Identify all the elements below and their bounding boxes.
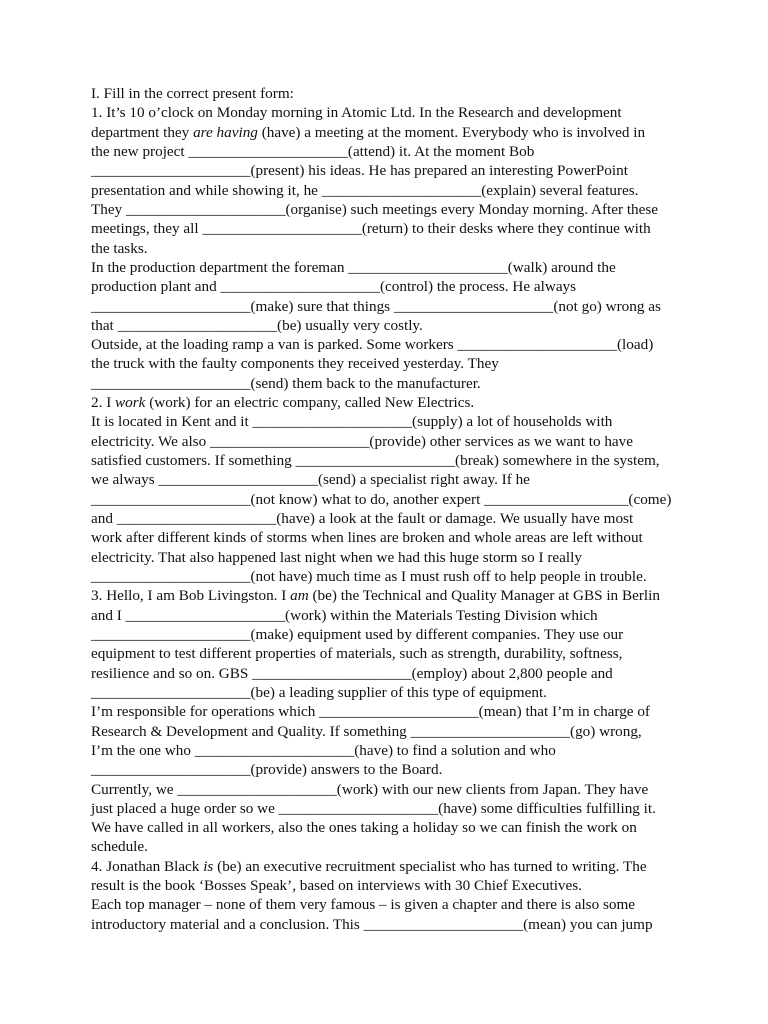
- text-segment: (be) the Technical and Quality Manager at GBS in Berlin: [308, 587, 660, 605]
- text-line: [91, 837, 148, 856]
- text-segment: introductory material and a conclusion. This _____________________(mean) you can jump: [91, 915, 653, 933]
- text-segment: Each top manager – none of them very famous – is given a chapter and there is also some: [91, 896, 636, 914]
- text-line: [91, 123, 645, 142]
- text-line: [91, 219, 651, 238]
- text-line: [91, 818, 637, 837]
- text-segment: resilience and so on. GBS _____________________(employ) about 2,800 people and: [91, 664, 613, 682]
- text-line: [91, 470, 530, 489]
- text-segment: 1. It’s 10 o’clock on Monday morning in Atomic Ltd. In the Research and development: [91, 104, 622, 122]
- text-line: [91, 780, 648, 799]
- text-line: [91, 644, 622, 663]
- text-segment: production plant and _____________________(control) the process. He always: [91, 278, 577, 296]
- text-line: [91, 857, 647, 876]
- text-line: [91, 528, 643, 547]
- text-segment: presentation and while showing it, he _____________________(explain) several features.: [91, 181, 639, 199]
- text-line: [91, 586, 660, 605]
- text-line: [91, 393, 474, 412]
- example-answer: are having: [193, 123, 258, 141]
- text-line: [91, 876, 582, 895]
- text-segment: _____________________(make) sure that things _____________________(not go) wrong as: [91, 297, 661, 315]
- text-line: [91, 567, 647, 586]
- text-segment: I. Fill in the correct present form:: [91, 85, 294, 102]
- text-line: [91, 412, 612, 431]
- text-segment: electricity. We also _____________________(provide) other services as we want to have: [91, 432, 634, 450]
- text-segment: we always _____________________(send) a specialist right away. If he: [91, 471, 530, 489]
- text-line: [91, 277, 576, 296]
- text-line: [91, 490, 671, 509]
- text-line: [91, 432, 633, 451]
- text-segment: 4. Jonathan Black: [91, 857, 204, 875]
- text-segment: (work) for an electric company, called New Electrics.: [145, 394, 475, 412]
- text-segment: _____________________(not have) much time as I must rush off to help people in trouble.: [91, 568, 647, 585]
- text-segment: the tasks.: [91, 239, 148, 257]
- text-line: [91, 142, 534, 161]
- text-line: [91, 799, 656, 818]
- text-line: [91, 354, 499, 373]
- text-line: [91, 625, 623, 644]
- text-line: [91, 509, 633, 528]
- text-segment: I’m responsible for operations which _____________________(mean) that I’m in charge of: [91, 703, 650, 721]
- text-line: [91, 297, 661, 316]
- text-segment: that _____________________(be) usually very costly.: [91, 316, 423, 334]
- text-segment: In the production department the foreman _____________________(walk) around the: [91, 258, 616, 276]
- text-line: [91, 161, 628, 180]
- text-segment: work after different kinds of storms when lines are broken and whole areas are left without: [91, 529, 643, 547]
- text-line: [91, 451, 660, 470]
- text-line: [91, 664, 613, 683]
- text-line: [91, 103, 622, 122]
- example-answer: is: [203, 857, 214, 875]
- text-segment: Currently, we _____________________(work) with our new clients from Japan. They have: [91, 780, 649, 798]
- text-segment: the truck with the faulty components they received yesterday. They: [91, 355, 499, 373]
- text-segment: equipment to test different properties of materials, such as strength, durability, softness,: [91, 645, 623, 663]
- text-segment: 2. I: [91, 394, 116, 412]
- text-line: [91, 181, 638, 200]
- text-segment: department they: [91, 123, 194, 141]
- text-line: [91, 548, 582, 567]
- text-segment: electricity. That also happened last night when we had this huge storm so I really: [91, 548, 582, 566]
- text-line: [91, 84, 294, 103]
- text-line: [91, 915, 653, 934]
- text-segment: _____________________(make) equipment used by different companies. They use our: [91, 625, 624, 643]
- text-line: [91, 895, 635, 914]
- text-segment: result is the book ‘Bosses Speak’, based on interviews with 30 Chief Executives.: [91, 877, 582, 895]
- text-line: [91, 239, 148, 258]
- text-segment: and I _____________________(work) within the Materials Testing Division which: [91, 606, 598, 624]
- text-segment: meetings, they all _____________________(return) to their desks where they continue with: [91, 220, 651, 238]
- text-segment: _____________________(be) a leading supplier of this type of equipment.: [91, 683, 547, 701]
- text-line: [91, 702, 650, 721]
- text-segment: and _____________________(have) a look at the fault or damage. We usually have most: [91, 510, 634, 528]
- text-segment: They _____________________(organise) such meetings every Monday morning. After these: [91, 200, 659, 218]
- example-answer: work: [115, 394, 146, 412]
- text-segment: satisfied customers. If something _____________________(break) somewhere in the system,: [91, 452, 660, 470]
- text-segment: _____________________(not know) what to do, another expert ___________________(come): [91, 490, 672, 508]
- text-segment: We have called in all workers, also the ones taking a holiday so we can finish the work on: [91, 819, 637, 837]
- text-segment: I’m the one who _____________________(have) to find a solution and who: [91, 741, 556, 759]
- text-segment: It is located in Kent and it _____________________(supply) a lot of households with: [91, 413, 613, 431]
- text-segment: the new project _____________________(attend) it. At the moment Bob: [91, 142, 535, 160]
- example-answer: am: [290, 587, 309, 605]
- text-line: [91, 200, 658, 219]
- text-line: [91, 374, 481, 393]
- text-segment: schedule.: [91, 838, 148, 856]
- text-segment: just placed a huge order so we _____________________(have) some difficulties fulfilling it.: [91, 799, 656, 817]
- text-line: [91, 741, 556, 760]
- text-segment: (have) a meeting at the moment. Everybody who is involved in: [257, 123, 646, 141]
- text-line: [91, 683, 547, 702]
- text-line: [91, 258, 616, 277]
- text-segment: Research & Development and Quality. If something _____________________(go) wrong,: [91, 722, 642, 740]
- text-segment: (be) an executive recruitment specialist who has turned to writing. The: [213, 857, 647, 875]
- text-segment: _____________________(provide) answers to the Board.: [91, 761, 443, 779]
- text-line: [91, 760, 442, 779]
- text-line: [91, 722, 642, 741]
- text-segment: _____________________(present) his ideas. He has prepared an interesting PowerPoint: [91, 162, 628, 180]
- text-line: [91, 316, 423, 335]
- text-line: [91, 335, 653, 354]
- text-segment: _____________________(send) them back to the manufacturer.: [91, 374, 481, 392]
- text-line: [91, 606, 598, 625]
- text-segment: 3. Hello, I am Bob Livingston. I: [91, 587, 291, 605]
- text-segment: Outside, at the loading ramp a van is parked. Some workers _____________________(load): [91, 336, 654, 354]
